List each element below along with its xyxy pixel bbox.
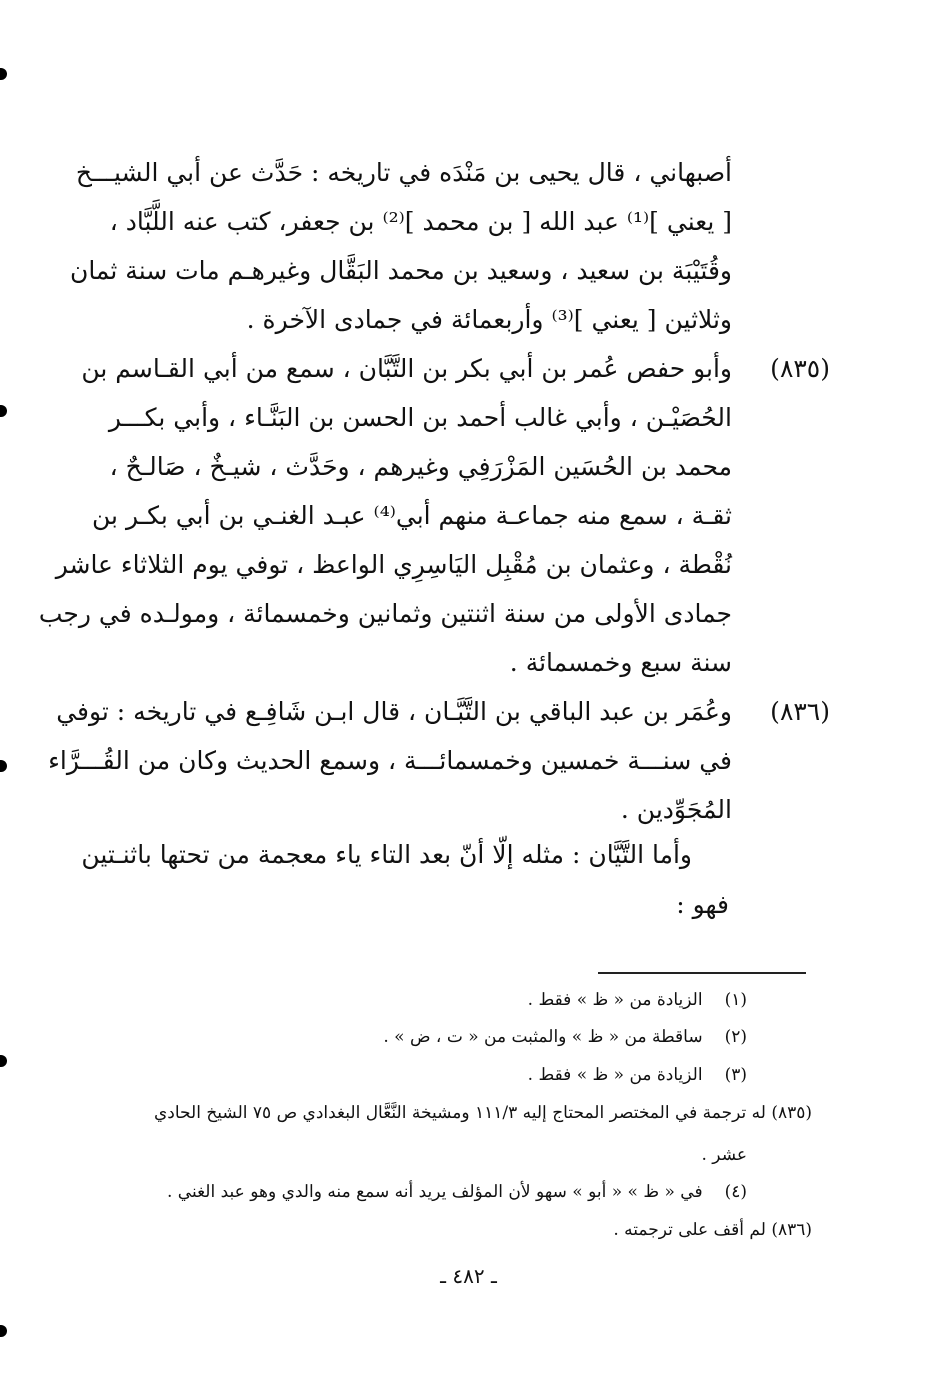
text-line: أصبهاني ، قال يحيى بن مَنْدَه في تاريخه : حَدَّث عن أبي الشيـــخ [75, 158, 732, 187]
text-line: وأما التَّيَّان : مثله إلّا أنّ بعد التاء ياء معجمة من تحتها باثنـتين [81, 840, 692, 869]
entry-836 [48, 687, 830, 834]
footnote-1 [528, 988, 747, 1013]
entry-number: (٨٣٥) [770, 354, 830, 383]
text-line: جمادى الأولى من سنة اثنتين وثمانين وخمسمائة ، ومولـده في رجب [38, 599, 732, 628]
note-835-continuation [702, 1143, 748, 1168]
text-line: المُجَوِّدين . [620, 795, 732, 824]
footnote-number: (٣) [724, 1065, 747, 1085]
footnote-number: (٤) [724, 1182, 747, 1202]
footnote-text: عشر . [701, 1145, 747, 1165]
scan-edge-mark [0, 68, 7, 80]
footnote-text: ساقطة من « ظ » والمثبت من « ت ، ض » . [383, 1027, 703, 1047]
text-line: [ يعني ]⁽¹⁾ عبد الله [ بن محمد ]⁽²⁾ بن جعفر، كتب عنه اللَّبَّاد ، [109, 207, 732, 236]
scan-edge-mark [0, 1055, 7, 1067]
footnote-3 [528, 1063, 747, 1088]
note-836 [613, 1218, 812, 1243]
text-line: وقُتَيْبَة بن سعيد ، وسعيد بن محمد البَقَّال وغيرهـم مات سنة ثمان [69, 256, 732, 285]
footnote-number: (٨٣٥) [771, 1103, 812, 1123]
text-line: الحُصَيْـن ، وأبي غالب أحمد بن الحسن بن البَنَّـاء ، وأبي بكـــر [108, 403, 732, 432]
text-line: سنة سبع وخمسمائة . [509, 648, 732, 677]
footnote-text: في « ظ » « أبو » سهو لأن المؤلف يريد أنه سمع منه والدي وهو عبد الغني . [167, 1182, 703, 1202]
scan-edge-mark [0, 405, 7, 417]
text-line: نُقْطة ، وعثمان بن مُقْبِل اليَاسِرِي الواعظ ، توفي يوم الثلاثاء عاشر [55, 550, 732, 579]
footnote-text: لم أقف على ترجمته . [613, 1220, 766, 1240]
text-line: وثلاثين [ يعني ]⁽³⁾ وأربعمائة في جمادى الآخرة . [246, 305, 732, 334]
page-number: ـ ٤٨٢ ـ [440, 1264, 497, 1288]
footnote-number: (٢) [724, 1027, 747, 1047]
footnote-number: (١) [724, 990, 747, 1010]
closing-tail [676, 880, 729, 929]
text-line: وعُمَر بن عبد الباقي بن التَّبَّـان ، قال ابـن شَافِـع في تاريخه : توفي [56, 697, 732, 726]
text-line: وأبو حفص عُمر بن أبي بكر بن التَّبَّان ، سمع من أبي القـاسم بن [81, 354, 732, 383]
scan-edge-mark [0, 1325, 7, 1337]
footnote-separator [598, 972, 806, 974]
text-line: ثقـة ، سمع منه جماعـة منهم أبي⁽⁴⁾ عبـد الغنـي بن أبي بكـر بن [92, 501, 732, 530]
scan-edge-mark [0, 760, 7, 772]
text-line: محمد بن الحُسَين المَزْرَفِي وغيرهم ، وحَدَّث ، شيـخٌ ، صَالـحٌ ، [109, 452, 732, 481]
footnote-text: الزيادة من « ظ » فقط . [527, 990, 703, 1010]
closing-paragraph [81, 830, 692, 879]
footnote-text: الزيادة من « ظ » فقط . [527, 1065, 703, 1085]
note-835 [154, 1101, 812, 1126]
footnote-2 [383, 1025, 747, 1050]
footnote-4 [167, 1180, 747, 1205]
continuation-paragraph [69, 148, 732, 344]
text-line: فهو : [676, 890, 729, 919]
entry-835 [38, 344, 830, 687]
footnote-text: له ترجمة في المختصر المحتاج إليه ١١١/٣ ومشيخة النَّعَّال البغدادي ص ٧٥ الشيخ الحادي [153, 1103, 766, 1123]
entry-number: (٨٣٦) [770, 697, 830, 726]
text-line: في سنـــة خمسين وخمسمائـــة ، وسمع الحديث وكان من القُـــرَّاء [48, 746, 732, 775]
footnote-number: (٨٣٦) [771, 1220, 812, 1240]
